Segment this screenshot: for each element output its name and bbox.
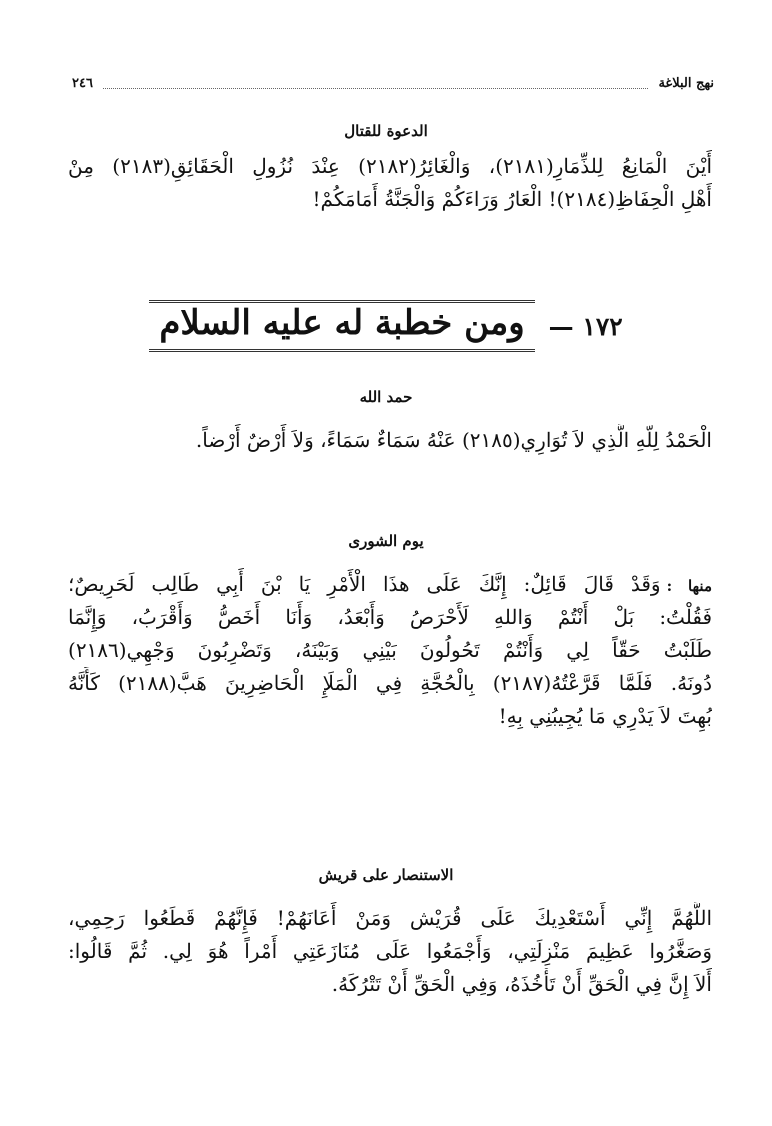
text-line: طَلَبْتُ حَقّاً لِي وَأَنْتُمْ تَحُولُونَ بَيْنِي وَبَيْنَهُ، وَتَضْرِبُونَ وَجْهِي(٢١٨٦) bbox=[68, 638, 712, 662]
section-heading-praise: حمد الله bbox=[359, 388, 413, 406]
book-title: نهج البلاغة bbox=[658, 75, 714, 91]
section-heading-quraysh: الاستنصار على قريش bbox=[318, 866, 454, 884]
text-line: اللَّهُمَّ إِنِّي أَسْتَعْدِيكَ عَلَى قُرَيْش وَمَنْ أَعَانَهُمْ! فَإِنَّهُمْ قَطَعُوا رَحِمِي، bbox=[68, 906, 712, 930]
text-line: دُونَهُ. فَلَمَّا قَرَّعْتُهُ(٢١٨٧) بِالْحُجَّةِ فِي الْمَلَإِ الْحَاضِرِينَ هَبَّ(٢١٨٨) كَأَنَّهُ bbox=[68, 671, 712, 695]
section-body-call-to-fight bbox=[68, 150, 712, 216]
text-line: وَصَغَّرُوا عَظِيمَ مَنْزِلَتِي، وَأَجْمَعُوا عَلَى مُنَازَعَتِي أَمْراً هُوَ لِي. ثُمَّ قَالُوا: bbox=[68, 939, 712, 963]
text-line: فَقُلْتُ: بَلْ أَنْتُمْ وَاللهِ لَأَحْرَصُ وَأَبْعَدُ، وَأَنَا أَخَصُّ وَأَقْرَبُ، وَإِنَّمَا bbox=[68, 605, 712, 629]
text-line: بُهِتَ لاَ يَدْرِي مَا يُجِيبُنِي بِهِ! bbox=[498, 704, 712, 728]
sermon-number: ١٧٢ — bbox=[548, 311, 623, 341]
sermon-title-calligraphy: ومن خطبة له عليه السلام bbox=[149, 300, 534, 351]
excerpt-prefix: منها : bbox=[666, 577, 712, 595]
text-line: أَلاَ إِنَّ فِي الْحَقِّ أَنْ تَأْخُذَهُ، وَفِي الْحَقِّ أَنْ تَتْرُكَهُ. bbox=[331, 972, 712, 996]
text-line-content: وَقَدْ قَالَ قَائِلٌ: إِنَّكَ عَلَى هذَا الْأَمْرِ يَا بْنَ أَبِي طَالِب لَحَرِيصٌ؛ bbox=[68, 572, 661, 596]
section-body-praise bbox=[68, 424, 712, 457]
text-line: أَيْنَ الْمَانِعُ لِلذِّمَارِ(٢١٨١)، وَالْغَائِرُ(٢١٨٢) عِنْدَ نُزُولِ الْحَقَائِقِ(٢١٨٣) مِنْ bbox=[68, 154, 712, 178]
text-line: الْحَمْدُ لِلّهِ الَّذِي لاَ تُوَارِي(٢١٨٥) عَنْهُ سَمَاءٌ سَمَاءً، وَلاَ أَرْضٌ أَرْضاً. bbox=[195, 428, 712, 452]
section-heading-shura: يوم الشورى bbox=[348, 532, 424, 550]
text-line: أَهْلِ الْحِفَاظِ(٢١٨٤)! الْعَارُ وَرَاءَكُمْ وَالْجَنَّةُ أَمَامَكُمْ! bbox=[312, 187, 712, 211]
section-body-shura bbox=[68, 568, 712, 733]
running-header bbox=[72, 70, 714, 96]
sermon-title-row bbox=[0, 294, 772, 358]
page-number: ٢٤٦ bbox=[72, 75, 93, 91]
section-heading-call-to-fight: الدعوة للقتال bbox=[344, 122, 428, 140]
header-dot-leader bbox=[103, 78, 648, 89]
section-body-quraysh bbox=[68, 902, 712, 1001]
text-line bbox=[68, 568, 712, 601]
